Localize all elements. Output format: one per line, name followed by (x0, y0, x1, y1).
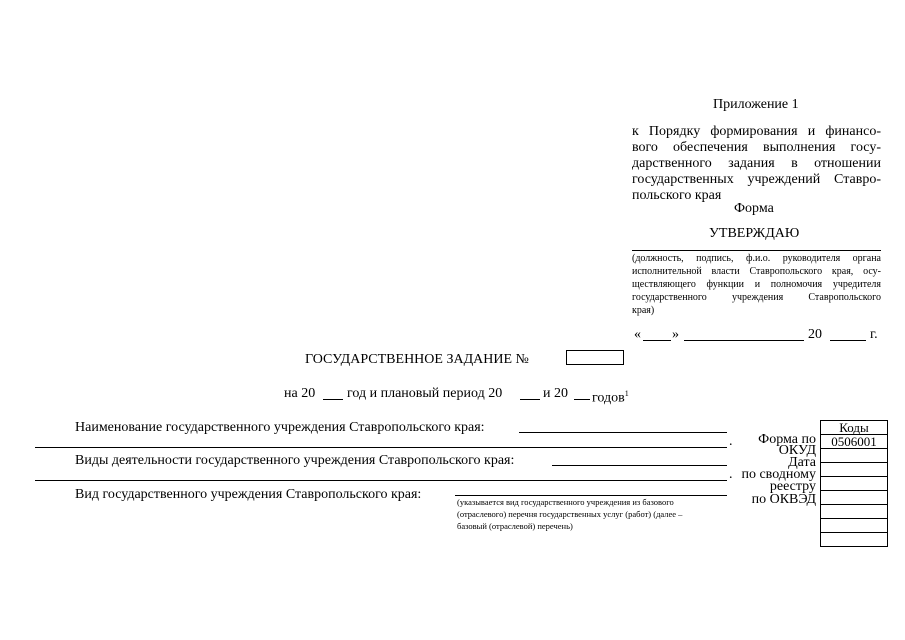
appendix-line: к Порядку формирования и финансо- (632, 124, 881, 139)
activity-types-line-2 (35, 480, 727, 481)
registry-cell (821, 463, 888, 477)
period-years (592, 386, 629, 407)
date-quote-open: « (634, 327, 641, 342)
period-year-line (323, 399, 343, 400)
date-year-line (830, 340, 866, 341)
document-title: ГОСУДАРСТВЕННОЕ ЗАДАНИЕ № (305, 352, 529, 367)
institution-name-label: Наименование государственного учреждения Ставропольского края: (75, 420, 485, 435)
codes-label-okved: по ОКВЭД (751, 492, 816, 507)
date-day-line (643, 340, 671, 341)
codes-label-date: Дата (788, 455, 816, 470)
okved-cell-2 (821, 505, 888, 519)
appendix-reference (632, 124, 881, 204)
appendix-title: Приложение 1 (713, 97, 799, 112)
period-text: год и плановый период 20 (347, 386, 503, 401)
institution-type-note (457, 496, 727, 532)
codes-label-registry-2: реестру (769, 479, 816, 494)
footnote-mark: 1 (624, 389, 629, 398)
okved-cell-4 (821, 533, 888, 547)
codes-label-okud: ОКУД (778, 443, 816, 458)
activity-types-label: Виды деятельности государственного учреждения Ставропольского края: (75, 453, 515, 468)
dot-mark: . (729, 467, 733, 482)
activity-types-line (552, 465, 727, 466)
institution-type-note-line: (указывается вид государственного учреждения из базового (457, 497, 674, 507)
codes-label-registry: по сводному (741, 467, 816, 482)
okved-cell (821, 491, 888, 505)
signature-note-line: ществляющего функции и полномочия учредителя (632, 279, 881, 290)
period-year-line (574, 399, 590, 400)
codes-header: Коды (821, 421, 888, 435)
appendix-line: дарственного задания в отношении (632, 156, 881, 171)
institution-type-note-line: базовый (отраслевой) перечень) (457, 521, 573, 531)
okud-code-cell: 0506001 (821, 435, 888, 449)
signature-note-line: (должность, подпись, ф.и.о. руководителя органа (632, 253, 881, 264)
number-box (566, 350, 624, 365)
signature-note-line: государственного учреждения Ставропольского (632, 292, 881, 303)
date-cell (821, 449, 888, 463)
signature-note (632, 252, 881, 317)
institution-type-label: Вид государственного учреждения Ставропольского края: (75, 487, 422, 502)
date-quote-close: » (672, 327, 679, 342)
date-year-suffix: г. (870, 327, 878, 342)
signature-note-line: края) (632, 305, 655, 316)
registry-cell-2 (821, 477, 888, 491)
institution-name-line (519, 432, 727, 433)
period-prefix: на 20 (284, 386, 316, 401)
appendix-line: государственных учреждений Ставро- (632, 172, 881, 187)
form-label: Форма (734, 201, 774, 216)
signature-line (632, 250, 881, 251)
codes-table (820, 420, 888, 547)
approve-label: УТВЕРЖДАЮ (709, 226, 800, 241)
period-years-word: годов (592, 390, 625, 406)
period-year-line (520, 399, 540, 400)
appendix-line: польского края (632, 188, 722, 203)
appendix-line: вого обеспечения выполнения госу- (632, 140, 881, 155)
dot-mark: . (729, 434, 733, 449)
institution-name-line-2 (35, 447, 727, 448)
codes-label-form: Форма по (758, 432, 816, 447)
okved-cell-3 (821, 519, 888, 533)
date-month-line (684, 340, 804, 341)
date-year-prefix: 20 (808, 327, 822, 342)
period-and: и 20 (543, 386, 568, 401)
signature-note-line: исполнительной власти Ставропольского края, осу- (632, 266, 881, 277)
institution-type-note-line: (отраслевого) перечня государственных услуг (работ) (далее – (457, 509, 683, 519)
